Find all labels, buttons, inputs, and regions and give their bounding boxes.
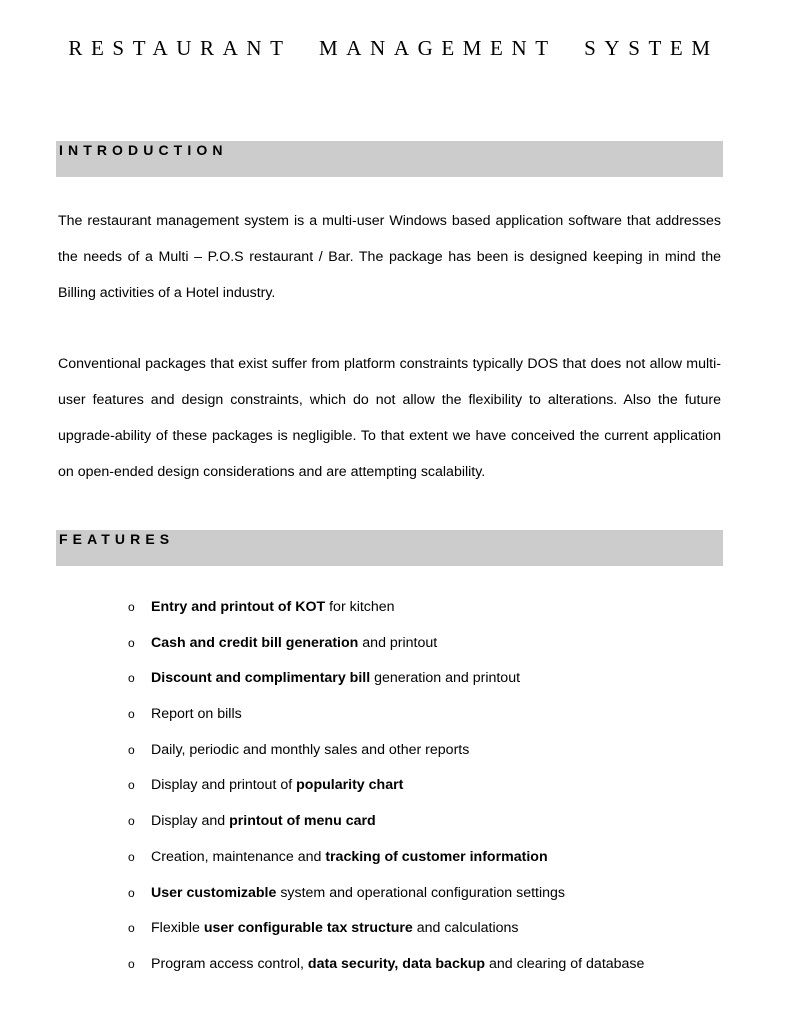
section-header-features xyxy=(56,530,723,566)
bullet-icon: o xyxy=(128,600,135,614)
section-header-introduction xyxy=(56,141,723,177)
document-title: RESTAURANT MANAGEMENT SYSTEM xyxy=(68,36,719,60)
section-heading: INTRODUCTION xyxy=(59,142,228,158)
bullet-icon: o xyxy=(128,814,135,829)
bullet-icon: o xyxy=(128,778,135,793)
intro-paragraph-2: Conventional packages that exist suffer from platform constraints typically DOS that does not allow multi-user features and design constraints, which do not allow the flexibility to alterations. Also the future upgrade-ability of these packages is negligible. To that extent we have conceived the current application on open-ended design considerations and are attempting scalability. xyxy=(58,356,721,480)
bullet-icon: o xyxy=(128,849,135,864)
bullet-icon: o xyxy=(128,956,135,971)
section-heading: FEATURES xyxy=(59,531,175,547)
bullet-icon: o xyxy=(128,742,135,757)
bullet-icon: o xyxy=(128,921,135,936)
bullet-icon: o xyxy=(128,671,135,686)
bullet-icon: o xyxy=(128,707,135,722)
bullet-icon: o xyxy=(128,885,135,900)
intro-paragraph-1: The restaurant management system is a multi-user Windows based application software that addresses the needs of a Multi – P.O.S restaurant / Bar. The package has been is designed keeping in mind the Billing activities of a Hotel industry. xyxy=(58,213,721,301)
bullet-icon: o xyxy=(128,635,135,650)
